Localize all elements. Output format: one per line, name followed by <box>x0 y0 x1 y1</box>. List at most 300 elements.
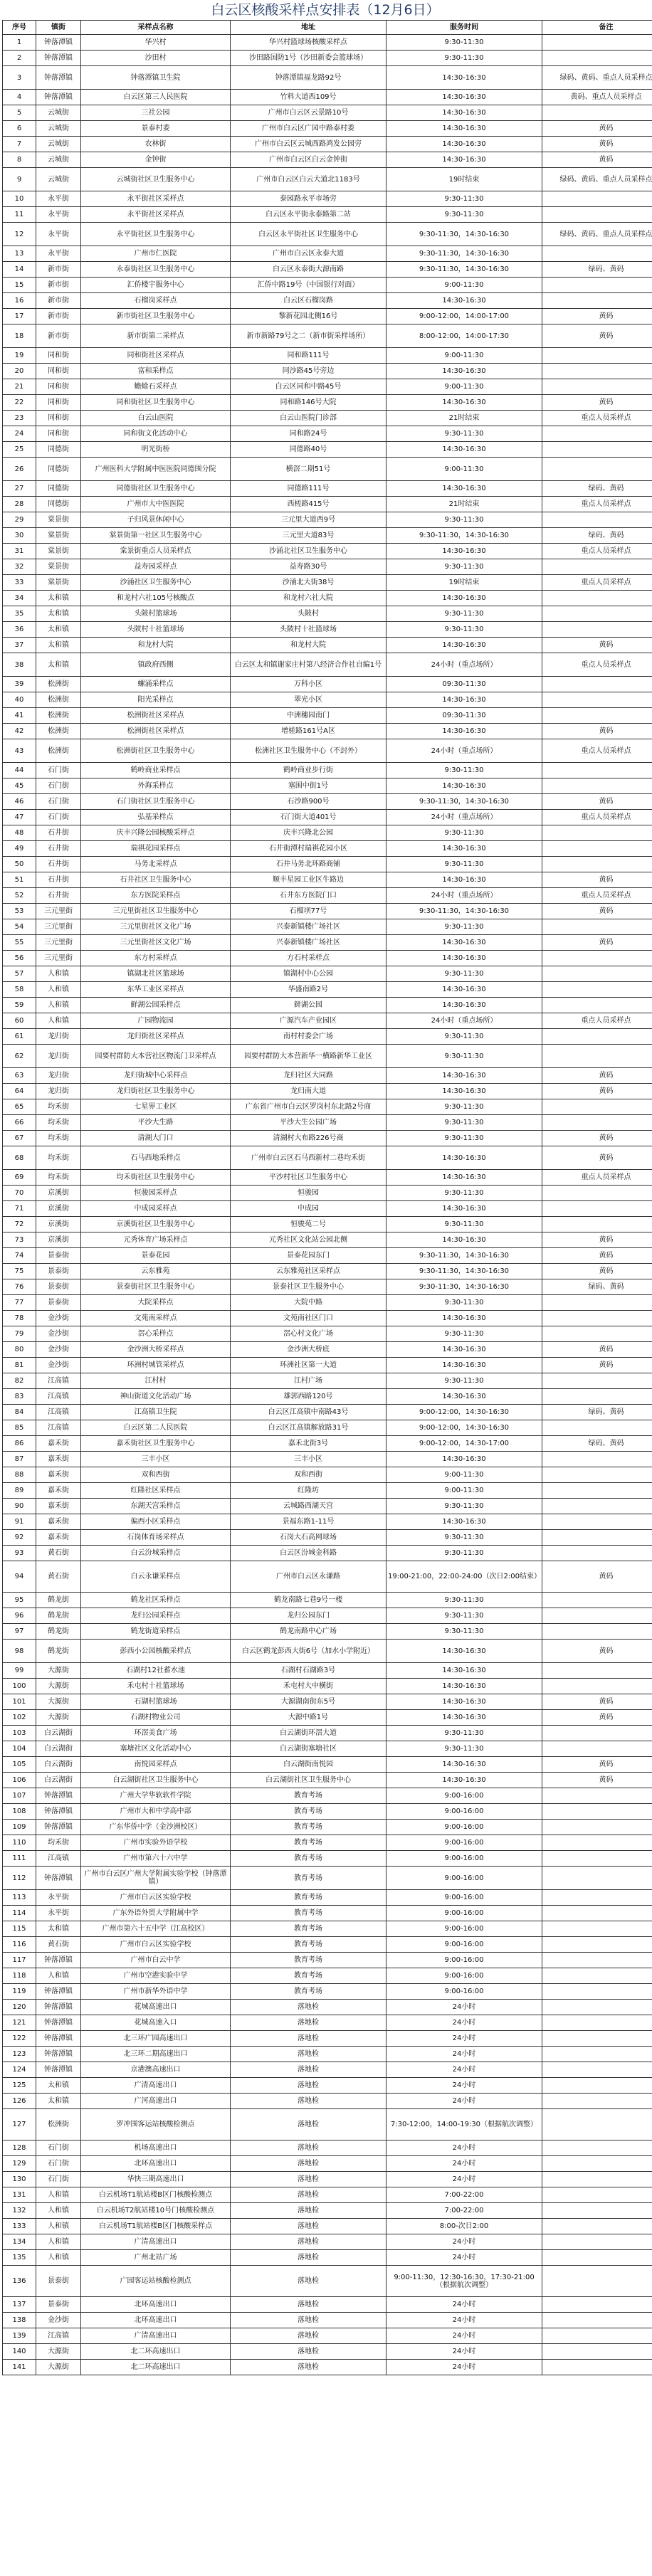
cell-site-name: 广州大学华软软件学院 <box>81 1788 231 1804</box>
cell-remarks <box>542 1624 652 1640</box>
cell-address: 三元里大道西9号 <box>231 512 387 528</box>
cell-address: 云东雅苑社区采样点 <box>231 1264 387 1279</box>
cell-index: 75 <box>3 1264 36 1279</box>
cell-remarks <box>542 1099 652 1115</box>
cell-site-name: 龙归街城中心采样点 <box>81 1068 231 1084</box>
cell-service-time: 14:30-16:30 <box>387 724 542 739</box>
cell-index: 95 <box>3 1593 36 1608</box>
cell-service-time: 14:30-16:30 <box>387 395 542 411</box>
table-row <box>3 2266 652 2297</box>
cell-address: 教育考场 <box>231 1890 387 1906</box>
cell-address: 教育考场 <box>231 1804 387 1820</box>
cell-service-time: 21时结束 <box>387 497 542 512</box>
cell-street: 人和镇 <box>36 998 81 1013</box>
cell-site-name: 景泰街社区卫生服务中心 <box>81 1279 231 1295</box>
cell-remarks: 绿码、黄码、重点人员采样点 <box>542 66 652 90</box>
cell-address: 三丰小区 <box>231 1452 387 1467</box>
cell-street: 石门街 <box>36 2172 81 2187</box>
cell-service-time: 9:30-11:30 <box>387 825 542 841</box>
table-row <box>3 207 652 223</box>
cell-site-name: 永泰街社区卫生服务中心 <box>81 262 231 278</box>
cell-street: 钟落潭镇 <box>36 1804 81 1820</box>
cell-street: 石门街 <box>36 2140 81 2156</box>
cell-address: 白云湖街环滘大道 <box>231 1726 387 1741</box>
table-row <box>3 1311 652 1326</box>
cell-address: 落地检 <box>231 2156 387 2172</box>
cell-site-name: 三元里街社区文化广场 <box>81 935 231 951</box>
cell-street: 钟落潭镇 <box>36 2015 81 2031</box>
cell-site-name: 农林街 <box>81 137 231 152</box>
cell-remarks <box>542 2344 652 2360</box>
cell-index: 4 <box>3 90 36 105</box>
cell-service-time: 9:30-11:30 <box>387 207 542 223</box>
cell-service-time: 9:30-11:30 <box>387 1029 542 1045</box>
cell-site-name: 广州市大和中学高中部 <box>81 1804 231 1820</box>
table-row <box>3 677 652 692</box>
cell-service-time: 14:30-16:30 <box>387 152 542 168</box>
cell-address: 广东省广州市白云区罗岗村东北路2号商 <box>231 1099 387 1115</box>
cell-index: 115 <box>3 1921 36 1937</box>
cell-address: 万科小区 <box>231 677 387 692</box>
cell-site-name: 棠景街第一社区卫生服务中心 <box>81 528 231 544</box>
cell-service-time: 14:30-16:30 <box>387 121 542 137</box>
cell-service-time: 24小时 <box>387 2360 542 2375</box>
cell-address: 白云湖街塞塘社区 <box>231 1741 387 1757</box>
cell-address: 教育考场 <box>231 1953 387 1968</box>
cell-address: 平沙村社区卫生服务中心 <box>231 1170 387 1186</box>
table-row <box>3 724 652 739</box>
table-row <box>3 2344 652 2360</box>
cell-service-time: 9:30-11:30 <box>387 1045 542 1068</box>
table-row <box>3 606 652 622</box>
cell-site-name: 平沙大生路 <box>81 1115 231 1131</box>
cell-address: 龙归社区大同路 <box>231 1068 387 1084</box>
cell-address: 华盛南路2号 <box>231 982 387 998</box>
cell-service-time: 19:00-21:00，22:00-24:00（次日2:00结束） <box>387 1561 542 1593</box>
cell-index: 50 <box>3 857 36 872</box>
cell-index: 16 <box>3 293 36 309</box>
cell-address: 落地检 <box>231 2344 387 2360</box>
cell-index: 31 <box>3 544 36 559</box>
cell-street: 钟落潭镇 <box>36 1820 81 1835</box>
table-row <box>3 2109 652 2140</box>
cell-address: 落地检 <box>231 2172 387 2187</box>
table-row <box>3 1804 652 1820</box>
cell-site-name: 江高镇卫生院 <box>81 1405 231 1420</box>
cell-index: 69 <box>3 1170 36 1186</box>
cell-remarks <box>542 606 652 622</box>
cell-index: 63 <box>3 1068 36 1084</box>
cell-site-name: 益寿园采样点 <box>81 559 231 575</box>
cell-street: 同和街 <box>36 395 81 411</box>
table-row <box>3 121 652 137</box>
table-row <box>3 1013 652 1029</box>
cell-index: 91 <box>3 1514 36 1530</box>
table-row <box>3 1968 652 1984</box>
cell-address: 头陂村 <box>231 606 387 622</box>
cell-remarks <box>542 278 652 293</box>
table-row <box>3 1890 652 1906</box>
cell-remarks <box>542 1953 652 1968</box>
cell-street: 太和镇 <box>36 2094 81 2109</box>
cell-remarks <box>542 778 652 794</box>
cell-site-name: 广园物流园 <box>81 1013 231 1029</box>
cell-index: 100 <box>3 1679 36 1694</box>
cell-address: 恒骏园 <box>231 1186 387 1201</box>
table-row <box>3 324 652 348</box>
cell-index: 105 <box>3 1757 36 1773</box>
cell-index: 111 <box>3 1851 36 1867</box>
cell-service-time: 24小时 <box>387 2047 542 2062</box>
cell-address: 落地检 <box>231 2234 387 2250</box>
cell-street: 松洲街 <box>36 724 81 739</box>
cell-remarks <box>542 2000 652 2015</box>
cell-remarks <box>542 348 652 364</box>
cell-index: 33 <box>3 575 36 591</box>
cell-site-name: 广州市空港实验中学 <box>81 1968 231 1984</box>
cell-street: 云城街 <box>36 105 81 121</box>
cell-remarks <box>542 246 652 262</box>
col-header-address: 地址 <box>231 21 387 35</box>
cell-site-name: 石岗体育场采样点 <box>81 1530 231 1546</box>
cell-index: 57 <box>3 966 36 982</box>
cell-service-time: 24小时 <box>387 2156 542 2172</box>
cell-street: 江高镇 <box>36 2328 81 2344</box>
cell-index: 99 <box>3 1663 36 1679</box>
cell-address: 落地检 <box>231 2015 387 2031</box>
table-row <box>3 888 652 904</box>
cell-service-time: 9:00-11:30 <box>387 1483 542 1499</box>
cell-address: 白云区石榴岗路 <box>231 293 387 309</box>
cell-index: 107 <box>3 1788 36 1804</box>
table-row <box>3 2219 652 2234</box>
cell-service-time: 9:00-11:30 <box>387 379 542 395</box>
cell-service-time: 9:30-11:30 <box>387 1099 542 1115</box>
cell-index: 45 <box>3 778 36 794</box>
cell-index: 61 <box>3 1029 36 1045</box>
cell-address: 教育考场 <box>231 1921 387 1937</box>
table-row <box>3 575 652 591</box>
cell-remarks <box>542 825 652 841</box>
cell-remarks: 重点人员采样点 <box>542 575 652 591</box>
cell-remarks <box>542 1514 652 1530</box>
cell-remarks <box>542 2109 652 2140</box>
cell-site-name: 北环高速出口 <box>81 2313 231 2328</box>
cell-site-name: 马务北采样点 <box>81 857 231 872</box>
cell-service-time: 7:00-22:00 <box>387 2187 542 2203</box>
cell-service-time: 14:30-16:30 <box>387 1679 542 1694</box>
cell-index: 88 <box>3 1467 36 1483</box>
cell-remarks <box>542 622 652 638</box>
cell-street: 新市街 <box>36 278 81 293</box>
cell-index: 60 <box>3 1013 36 1029</box>
table-row <box>3 411 652 426</box>
cell-index: 76 <box>3 1279 36 1295</box>
table-row <box>3 1608 652 1624</box>
cell-address: 教育考场 <box>231 1788 387 1804</box>
cell-remarks: 黄码 <box>542 1232 652 1248</box>
cell-remarks <box>542 1867 652 1890</box>
cell-site-name: 镇政府西侧 <box>81 653 231 677</box>
cell-service-time: 24小时 <box>387 2328 542 2344</box>
cell-address: 落地检 <box>231 2313 387 2328</box>
cell-site-name: 环洲村城管采样点 <box>81 1358 231 1373</box>
cell-service-time: 9:00-16:00 <box>387 1804 542 1820</box>
cell-remarks <box>542 35 652 51</box>
cell-index: 25 <box>3 442 36 458</box>
cell-site-name: 蟾蜍石采样点 <box>81 379 231 395</box>
cell-site-name: 广州市白云区广州大学附属实验学校（钟落潭镇） <box>81 1867 231 1890</box>
cell-site-name: 云东雅苑 <box>81 1264 231 1279</box>
cell-street: 江高镇 <box>36 1373 81 1389</box>
table-row <box>3 904 652 919</box>
cell-site-name: 广清高速出口 <box>81 2078 231 2094</box>
cell-site-name: 龙归街社区采样点 <box>81 1029 231 1045</box>
table-row <box>3 1546 652 1561</box>
col-header-index: 序号 <box>3 21 36 35</box>
cell-remarks <box>542 2140 652 2156</box>
cell-service-time: 09:30-11:30 <box>387 708 542 724</box>
cell-site-name: 清湖大门口 <box>81 1131 231 1146</box>
cell-street: 嘉禾街 <box>36 1483 81 1499</box>
cell-remarks <box>542 2360 652 2375</box>
cell-service-time: 9:00-16:00 <box>387 1820 542 1835</box>
cell-street: 京溪街 <box>36 1217 81 1232</box>
cell-service-time: 14:30-16:30 <box>387 1201 542 1217</box>
table-row <box>3 2297 652 2313</box>
cell-remarks: 重点人员采样点 <box>542 739 652 763</box>
table-row <box>3 2172 652 2187</box>
cell-remarks <box>542 1851 652 1867</box>
cell-index: 104 <box>3 1741 36 1757</box>
cell-remarks <box>542 207 652 223</box>
cell-street: 云城街 <box>36 152 81 168</box>
cell-address: 石榴坝77号 <box>231 904 387 919</box>
cell-index: 44 <box>3 763 36 778</box>
cell-index: 12 <box>3 223 36 246</box>
table-row <box>3 1514 652 1530</box>
cell-street: 鹤龙街 <box>36 1640 81 1663</box>
cell-street: 同和街 <box>36 348 81 364</box>
col-header-remarks: 备注 <box>542 21 652 35</box>
cell-service-time: 9:30-11:30，14:30-16:30 <box>387 246 542 262</box>
table-row <box>3 497 652 512</box>
cell-site-name: 石湖村物业公司 <box>81 1710 231 1726</box>
table-row <box>3 1342 652 1358</box>
table-row <box>3 1921 652 1937</box>
cell-service-time: 7:30-12:00，14:00-19:30（根据航次调整） <box>387 2109 542 2140</box>
cell-address: 钟落潭镇福龙路92号 <box>231 66 387 90</box>
cell-remarks: 重点人员采样点 <box>542 1170 652 1186</box>
table-row <box>3 1045 652 1068</box>
cell-address: 广州市白云区白云大道北1183号 <box>231 168 387 191</box>
cell-street: 三元里街 <box>36 951 81 966</box>
cell-service-time: 24小时 <box>387 2250 542 2266</box>
cell-remarks: 黄码 <box>542 638 652 653</box>
cell-street: 金沙街 <box>36 1326 81 1342</box>
cell-street: 新市街 <box>36 309 81 324</box>
cell-address: 鹤龙南路中心广场 <box>231 1624 387 1640</box>
cell-index: 52 <box>3 888 36 904</box>
cell-street: 黄石街 <box>36 1546 81 1561</box>
cell-index: 55 <box>3 935 36 951</box>
cell-site-name: 广园客运站核酸检测点 <box>81 2266 231 2297</box>
cell-site-name: 云城街社区卫生服务中心 <box>81 168 231 191</box>
cell-service-time: 24小时（重点场所） <box>387 653 542 677</box>
table-row <box>3 935 652 951</box>
table-row <box>3 1741 652 1757</box>
cell-service-time: 14:30-16:30 <box>387 66 542 90</box>
cell-address: 清湖村大布路226号商 <box>231 1131 387 1146</box>
cell-address: 新市新路79号之二（新市街采样场所） <box>231 324 387 348</box>
cell-index: 7 <box>3 137 36 152</box>
cell-site-name: 瑞祺花园采样点 <box>81 841 231 857</box>
cell-address: 白云区永泰街大源南路 <box>231 262 387 278</box>
table-row <box>3 105 652 121</box>
cell-service-time: 14:30-16:30 <box>387 1663 542 1679</box>
cell-service-time: 9:30-11:30 <box>387 51 542 66</box>
cell-service-time: 24小时 <box>387 2140 542 2156</box>
cell-index: 30 <box>3 528 36 544</box>
table-row <box>3 309 652 324</box>
cell-address: 金沙洲大桥底 <box>231 1342 387 1358</box>
cell-service-time: 24小时 <box>387 2313 542 2328</box>
table-row <box>3 1170 652 1186</box>
cell-address: 泰园路永平市场旁 <box>231 191 387 207</box>
cell-service-time: 9:30-11:30，14:30-16:30 <box>387 904 542 919</box>
cell-street: 景泰街 <box>36 1279 81 1295</box>
cell-address: 双和西街 <box>231 1467 387 1483</box>
cell-site-name: 罗冲围客运站核酸检测点 <box>81 2109 231 2140</box>
cell-address: 同德路40号 <box>231 442 387 458</box>
cell-address: 景泰社区卫生服务中心 <box>231 1279 387 1295</box>
cell-address: 广州市白云区白云金钟街 <box>231 152 387 168</box>
cell-site-name: 文苑南采样点 <box>81 1311 231 1326</box>
cell-service-time: 14:30-16:30 <box>387 998 542 1013</box>
table-row <box>3 1499 652 1514</box>
cell-remarks <box>542 2156 652 2172</box>
cell-address: 红隆坊 <box>231 1483 387 1499</box>
cell-remarks: 绿码、黄码、重点人员采样点 <box>542 223 652 246</box>
cell-street: 三元里街 <box>36 904 81 919</box>
cell-index: 51 <box>3 872 36 888</box>
table-row <box>3 528 652 544</box>
cell-service-time: 9:30-11:30 <box>387 1624 542 1640</box>
cell-street: 人和镇 <box>36 2234 81 2250</box>
table-row <box>3 1694 652 1710</box>
cell-index: 14 <box>3 262 36 278</box>
cell-remarks <box>542 677 652 692</box>
cell-address: 白云区江高镇中南路43号 <box>231 1405 387 1420</box>
cell-street: 石门街 <box>36 2156 81 2172</box>
cell-service-time: 9:00-16:00 <box>387 1921 542 1937</box>
cell-service-time: 9:00-11:30 <box>387 348 542 364</box>
cell-index: 89 <box>3 1483 36 1499</box>
cell-site-name: 阳光采样点 <box>81 692 231 708</box>
cell-remarks <box>542 1679 652 1694</box>
table-row <box>3 2000 652 2015</box>
cell-index: 108 <box>3 1804 36 1820</box>
cell-address: 华兴村篮球场核酸采样点 <box>231 35 387 51</box>
cell-street: 同和街 <box>36 426 81 442</box>
cell-remarks <box>542 1186 652 1201</box>
cell-street: 石井街 <box>36 841 81 857</box>
table-row <box>3 1483 652 1499</box>
table-row <box>3 481 652 497</box>
cell-index: 29 <box>3 512 36 528</box>
table-row <box>3 379 652 395</box>
cell-street: 龙归街 <box>36 1045 81 1068</box>
cell-street: 同德街 <box>36 481 81 497</box>
cell-site-name: 景泰花园 <box>81 1248 231 1264</box>
cell-remarks <box>542 982 652 998</box>
cell-index: 48 <box>3 825 36 841</box>
table-row <box>3 739 652 763</box>
cell-site-name: 华兴村 <box>81 35 231 51</box>
cell-index: 43 <box>3 739 36 763</box>
cell-site-name: 北环高速出口 <box>81 2297 231 2313</box>
col-header-service-time: 服务时间 <box>387 21 542 35</box>
cell-index: 127 <box>3 2109 36 2140</box>
cell-remarks <box>542 1029 652 1045</box>
cell-street: 云城街 <box>36 121 81 137</box>
cell-street: 石井街 <box>36 888 81 904</box>
schedule-table <box>2 20 652 2375</box>
cell-service-time: 9:30-11:30 <box>387 426 542 442</box>
cell-address: 恒骏苑二号 <box>231 1217 387 1232</box>
table-row <box>3 1436 652 1452</box>
cell-street: 棠景街 <box>36 575 81 591</box>
table-row <box>3 1029 652 1045</box>
table-row <box>3 825 652 841</box>
cell-street: 大源街 <box>36 2360 81 2375</box>
cell-service-time: 14:30-16:30 <box>387 1710 542 1726</box>
cell-remarks: 黄码 <box>542 904 652 919</box>
cell-service-time: 9:30-11:30 <box>387 1593 542 1608</box>
cell-address: 白云区永平街社区卫生服务中心 <box>231 223 387 246</box>
cell-service-time: 14:30-16:30 <box>387 442 542 458</box>
cell-index: 110 <box>3 1835 36 1851</box>
cell-remarks: 黄码 <box>542 1068 652 1084</box>
table-row <box>3 1851 652 1867</box>
table-row <box>3 364 652 379</box>
table-row <box>3 544 652 559</box>
cell-site-name: 鹤岭商业采样点 <box>81 763 231 778</box>
cell-street: 石门街 <box>36 810 81 825</box>
cell-address: 竹料大道西109号 <box>231 90 387 105</box>
cell-site-name: 均禾街社区卫生服务中心 <box>81 1170 231 1186</box>
cell-street: 三元里街 <box>36 935 81 951</box>
cell-remarks <box>542 2062 652 2078</box>
cell-service-time: 14:30-16:30 <box>387 1146 542 1170</box>
cell-site-name: 石门街社区卫生服务中心 <box>81 794 231 810</box>
cell-index: 82 <box>3 1373 36 1389</box>
cell-service-time: 9:30-11:30 <box>387 622 542 638</box>
cell-remarks: 黄码 <box>542 1264 652 1279</box>
table-row <box>3 1373 652 1389</box>
cell-street: 嘉禾街 <box>36 1436 81 1452</box>
table-row <box>3 2031 652 2047</box>
cell-address: 白云区永平街永泰路第二站 <box>231 207 387 223</box>
cell-street: 永平街 <box>36 246 81 262</box>
col-header-site-name: 采样点名称 <box>81 21 231 35</box>
cell-street: 白云湖街 <box>36 1773 81 1788</box>
cell-index: 117 <box>3 1953 36 1968</box>
cell-index: 130 <box>3 2172 36 2187</box>
cell-site-name: 偏西小区采样点 <box>81 1514 231 1530</box>
cell-site-name: 白云永谦采样点 <box>81 1561 231 1593</box>
cell-address: 广州市白云区云景路10号 <box>231 105 387 121</box>
